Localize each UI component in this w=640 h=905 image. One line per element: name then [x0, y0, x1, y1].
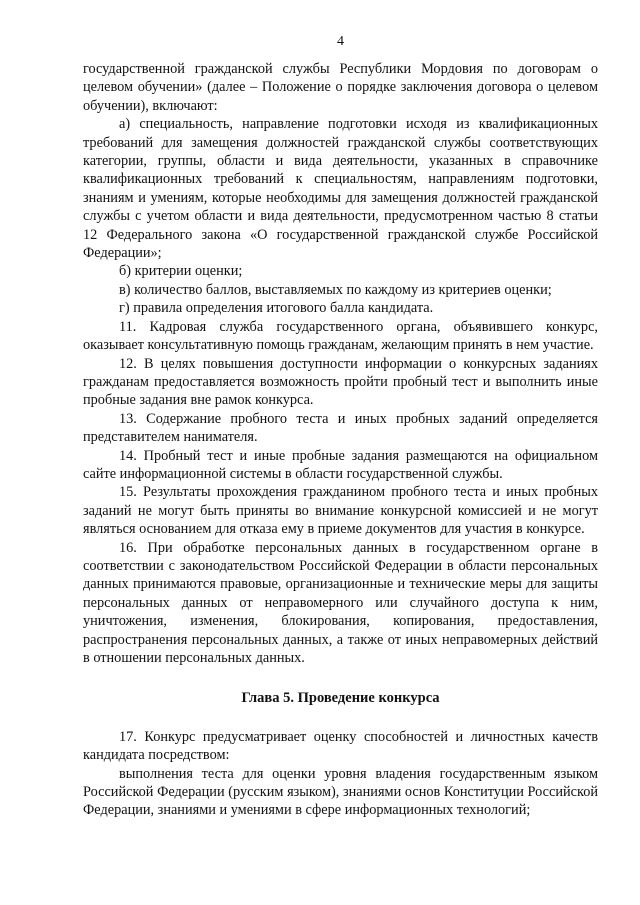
paragraph-item-b: б) критерии оценки; [119, 263, 243, 280]
page-number: 4 [337, 34, 344, 49]
paragraph-item-a: а) специальность, направление подготовки исходя из квалификационных требований для замещения должностей гражданской службы соответствующих категории, группы, области и вида деятельности, указанных в справочнике квалификационных требований к специальностям, направлениям подготовки, знаниям и умениям, которые необходимы для замещения должностей гражданской службы с учетом области и вида деятельности, предусмотренном частью 8 статьи 12 Федерального закона «О государственной гражданской службе Российской Федерации»; [83, 116, 598, 262]
paragraph-continuation: государственной гражданской службы Республики Мордовия по договорам о целевом обучении» (далее – Положение о порядке заключения договора о целевом обучении), включают: [83, 61, 598, 114]
paragraph-16: 16. При обработке персональных данных в государственном органе в соответствии с законодательством Российской Федерации в области персональных данных принимаются правовые, организационные и технические меры для защиты персональных данных от неправомерного или случайного доступа к ним, уничтожения, изменения, блокирования, копирования, предоставления, распространения персональных данных, а также от иных неправомерных действий в отношении персональных данных. [83, 539, 598, 666]
paragraph-12: 12. В целях повышения доступности информации о конкурсных заданиях гражданам предоставляется возможность пройти пробный тест и выполнить иные пробные задания вне рамок конкурса. [83, 355, 598, 409]
paragraph-11: 11. Кадровая служба государственного органа, объявившего конкурс, оказывает консультативную помощь гражданам, желающим принять в нем участие. [83, 318, 598, 354]
paragraph-17: 17. Конкурс предусматривает оценку способностей и личностных качеств кандидата посредством: [83, 728, 598, 764]
paragraph-17-item: выполнения теста для оценки уровня владения государственным языком Российской Федерации (русским языком), знаниями основ Конституции Российской Федерации, знаниями и умениями в сфере информационных технологий; [83, 765, 598, 819]
document-body-top [83, 60, 598, 667]
paragraph-item-g: г) правила определения итогового балла кандидата. [119, 300, 434, 317]
paragraph-14: 14. Пробный тест и иные пробные задания размещаются на официальном сайте информационной системы в области государственной службы. [83, 447, 598, 482]
chapter-title: Глава 5. Проведение конкурса [241, 690, 440, 707]
paragraph-15: 15. Результаты прохождения гражданином пробного теста и иных пробных заданий не могут быть приняты во внимание конкурсной комиссией и не могут являться основанием для отказа ему в приеме документов для участия в конкурсе. [83, 484, 598, 538]
paragraph-13: 13. Содержание пробного теста и иных пробных заданий определяется представителем нанимателя. [83, 410, 598, 446]
paragraph-item-v: в) количество баллов, выставляемых по каждому из критериев оценки; [119, 281, 552, 298]
document-body-bottom [83, 728, 598, 820]
